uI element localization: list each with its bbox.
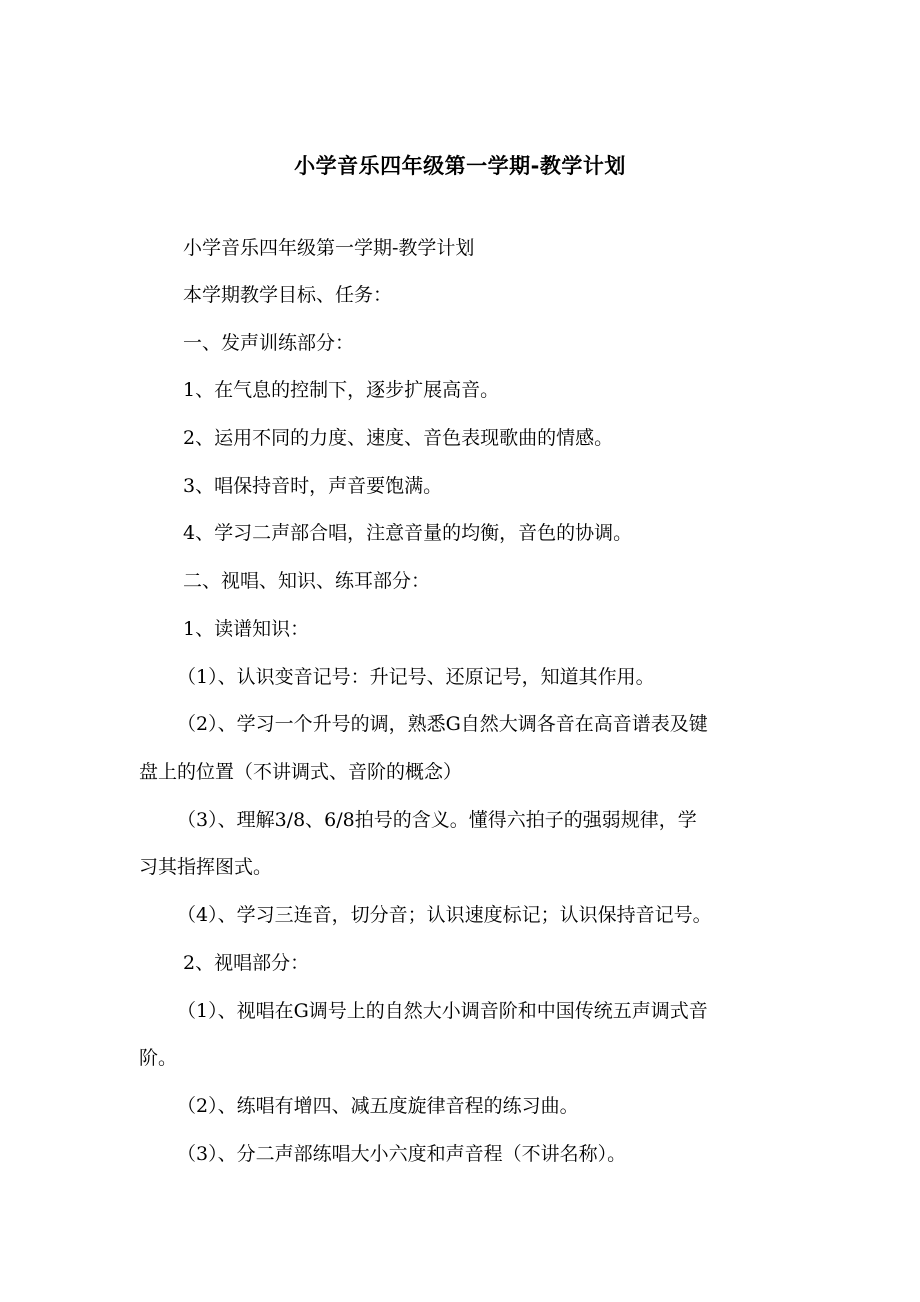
list-item-vocal-1: 1、在气息的控制下，逐步扩展高音。: [183, 379, 500, 401]
list-item-reading-2-cont: 盘上的位置（不讲调式、音阶的概念）: [139, 761, 463, 783]
list-item-vocal-2: 2、运用不同的力度、速度、音色表现歌曲的情感。: [183, 427, 614, 449]
list-item-reading-3: （3）、理解3/8、6/8拍号的含义。懂得六拍子的强弱规律，学: [177, 809, 697, 831]
list-item-vocal-4: 4、学习二声部合唱，注意音量的均衡，音色的协调。: [183, 522, 633, 544]
subsection-heading-sight-singing: 2、视唱部分：: [183, 952, 310, 974]
section-heading-vocal-training: 一、发声训练部分：: [183, 332, 355, 354]
section-heading-sight-singing: 二、视唱、知识、练耳部分：: [183, 570, 431, 592]
list-item-sight-3: （3）、分二声部练唱大小六度和声音程（不讲名称）。: [177, 1143, 627, 1165]
list-item-reading-2: （2）、学习一个升号的调，熟悉G自然大调各音在高音谱表及键: [177, 713, 708, 735]
list-item-sight-1-cont: 阶。: [139, 1047, 178, 1069]
paragraph-goals-heading: 本学期教学目标、任务：: [183, 284, 393, 306]
list-item-reading-3-cont: 习其指挥图式。: [139, 856, 273, 878]
list-item-reading-1: （1）、认识变音记号：升记号、还原记号，知道其作用。: [177, 666, 655, 688]
list-item-vocal-3: 3、唱保持音时，声音要饱满。: [183, 475, 443, 497]
document-title: 小学音乐四年级第一学期-教学计划: [294, 154, 626, 178]
subsection-heading-reading: 1、读谱知识：: [183, 618, 310, 640]
list-item-sight-2: （2）、练唱有增四、减五度旋律音程的练习曲。: [177, 1095, 579, 1117]
list-item-sight-1: （1）、视唱在G调号上的自然大小调音阶和中国传统五声调式音: [177, 1000, 708, 1022]
paragraph-heading-repeat: 小学音乐四年级第一学期-教学计划: [183, 237, 475, 259]
list-item-reading-4: （4）、学习三连音，切分音；认识速度标记；认识保持音记号。: [177, 904, 712, 926]
